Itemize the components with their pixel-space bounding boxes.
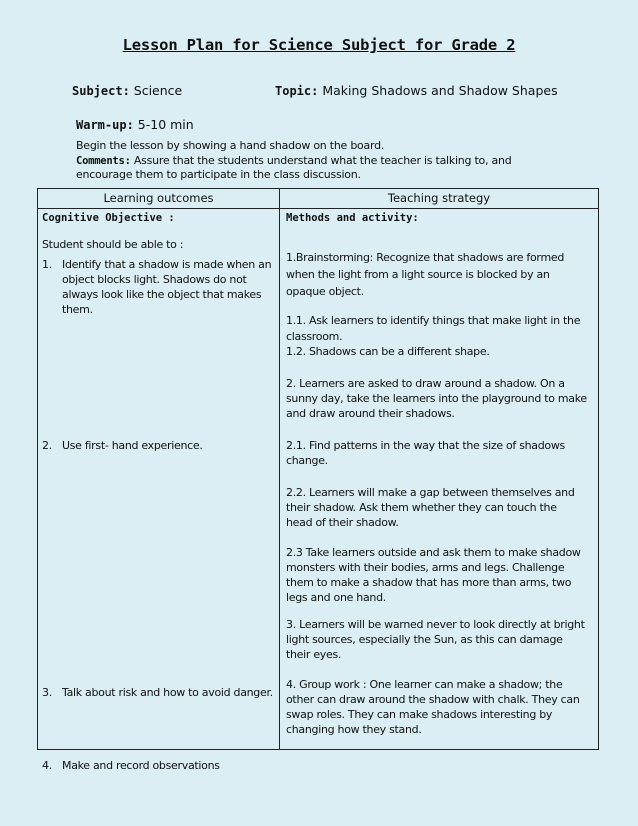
strategy-2: 2. Learners are asked to draw around a shadow. On a sunny day, take the learners into the playground to make and draw around their shadows. xyxy=(286,377,587,420)
comments-text-1: Assure that the students understand what the teacher is talking to, and xyxy=(133,154,512,167)
outcome-2-text: Use first- hand experience. xyxy=(62,439,203,452)
topic-label: Topic: xyxy=(275,84,319,98)
topic-line xyxy=(275,83,558,98)
outcome-1 xyxy=(42,257,274,317)
subject-label: Subject: xyxy=(72,84,130,98)
comments-label: Comments: xyxy=(76,155,131,167)
warmup-line xyxy=(76,117,194,132)
outcome-4 xyxy=(42,758,274,773)
outcome-3 xyxy=(42,685,278,700)
outcome-4-text: Make and record observations xyxy=(62,759,220,772)
strategy-2-1: 2.1. Find patterns in the way that the size of shadows change. xyxy=(286,439,565,467)
outcome-2-num: 2. xyxy=(42,439,52,452)
topic-value: Making Shadows and Shadow Shapes xyxy=(322,83,558,98)
cognitive-heading: Cognitive Objective : xyxy=(42,212,175,224)
outcome-3-num: 3. xyxy=(42,686,52,699)
column-divider xyxy=(279,189,280,749)
outcome-3-text: Talk about risk and how to avoid danger. xyxy=(62,686,273,699)
outcome-4-num: 4. xyxy=(42,759,52,772)
methods-heading: Methods and activity: xyxy=(286,212,419,224)
outcome-1-num: 1. xyxy=(42,258,52,271)
strategy-4: 4. Group work : One learner can make a shadow; the other can draw around the shadow with chalk. They can swap roles. They can make shadows interesting by changing how they stand. xyxy=(286,678,580,736)
strategy-1-1: 1.1. Ask learners to identify things that make light in the classroom. xyxy=(286,314,581,343)
warmup-value: 5-10 min xyxy=(137,117,194,132)
strategy-2-2: 2.2. Learners will make a gap between themselves and their shadow. Ask them whether they can touch the head of their shadow. xyxy=(286,486,575,529)
comments-line2: encourage them to participate in the class discussion. xyxy=(76,168,361,181)
lesson-table xyxy=(37,188,599,772)
subject-line xyxy=(72,83,182,98)
outcome-2 xyxy=(42,438,274,453)
subject-value: Science xyxy=(133,83,183,98)
page-title: Lesson Plan for Science Subject for Grade 2 xyxy=(122,36,516,54)
strategy-2-3: 2.3 Take learners outside and ask them to make shadow monsters with their bodies, arms and legs. Challenge them to make a shadow that has more than arms, two legs and one hand. xyxy=(286,546,581,604)
col2-header: Teaching strategy xyxy=(387,191,491,205)
outcome-1-text: Identify that a shadow is made when an object blocks light. Shadows do not always look like the object that makes them. xyxy=(62,258,272,316)
strategy-3: 3. Learners will be warned never to look directly at bright light sources, especially the Sun, as this can damage their eyes. xyxy=(286,618,585,661)
table-header xyxy=(38,189,598,209)
left-intro: Student should be able to : xyxy=(42,238,184,251)
warmup-label: Warm-up: xyxy=(76,118,134,132)
strategy-1: 1.Brainstorming: Recognize that shadows are formed when the light from a light source is blocked by an opaque object. xyxy=(286,251,565,298)
comments-line1 xyxy=(76,154,576,168)
warmup-text: Begin the lesson by showing a hand shadow on the board. xyxy=(76,139,385,152)
strategy-1-2: 1.2. Shadows can be a different shape. xyxy=(286,345,490,358)
col1-header: Learning outcomes xyxy=(103,191,214,205)
